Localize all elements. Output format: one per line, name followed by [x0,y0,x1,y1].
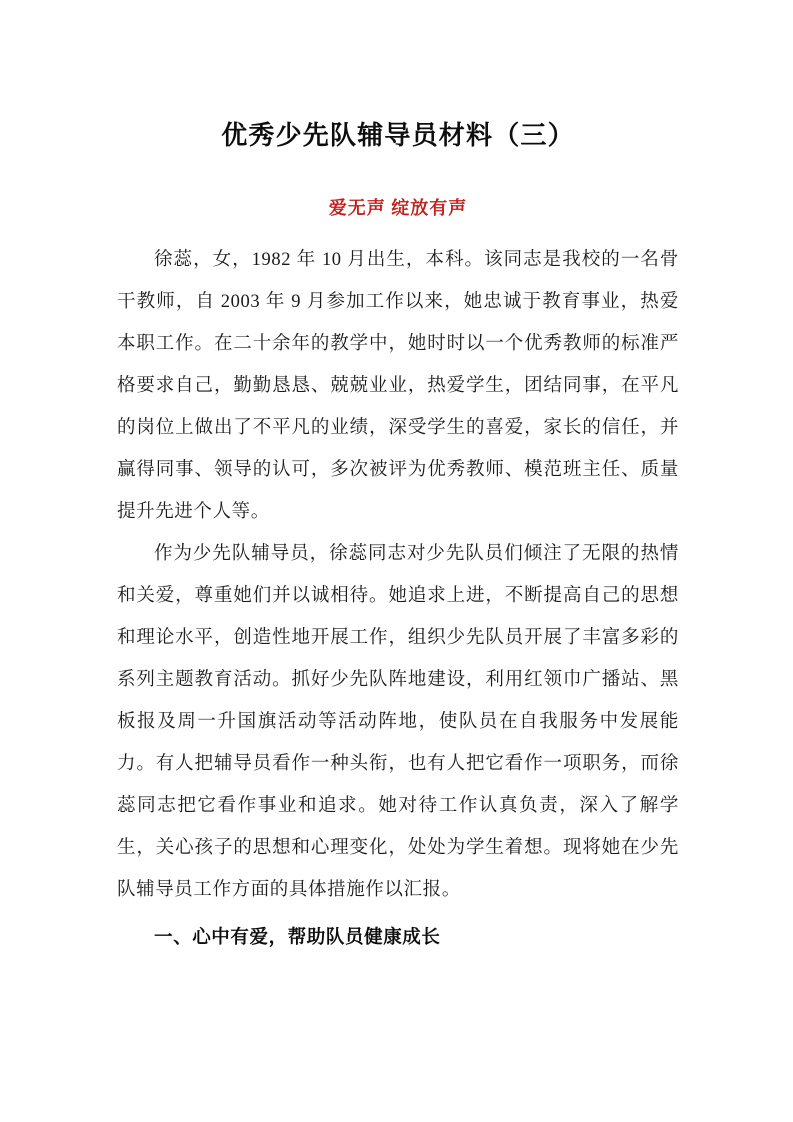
body-paragraph: 作为少先队辅导员，徐蕊同志对少先队员们倾注了无限的热情和关爱，尊重她们并以诚相待。她追求上进，不断提高自己的思想和理论水平，创造性地开展工作，组织少先队员开展了丰富多彩的系列主题教育活动。抓好少先队阵地建设，利用红领巾广播站、黑板报及周一升国旗活动等活动阵地，使队员在自我服务中发展能力。有人把辅导员看作一种头衔，也有人把它看作一项职务，而徐蕊同志把它看作事业和追求。她对待工作认真负责，深入了解学生，关心孩子的思想和心理变化，处处为学生着想。现将她在少先队辅导员工作方面的具体措施作以汇报。 [117,544,679,900]
document-content-column [117,0,679,959]
section-heading: 一、心中有爱，帮助队员健康成长 [154,928,441,948]
document-body [117,222,679,959]
document-subtitle: 爱无声 绽放有声 [328,198,468,218]
page-title: 优秀少先队辅导员材料（三） [221,121,575,150]
body-paragraph: 徐蕊，女，1982 年 10 月出生，本科。该同志是我校的一名骨干教师，自 2003 年 9 月参加工作以来，她忠诚于教育事业，热爱本职工作。在二十余年的教学中，她时时以一个优秀教师的标准严格要求自己，勤勤恳恳、兢兢业业，热爱学生，团结同事，在平凡的岗位上做出了不平凡的业绩，深受学生的喜爱，家长的信任，并赢得同事、领导的认可，多次被评为优秀教师、模范班主任、质量提升先进个人等。 [117,250,679,522]
